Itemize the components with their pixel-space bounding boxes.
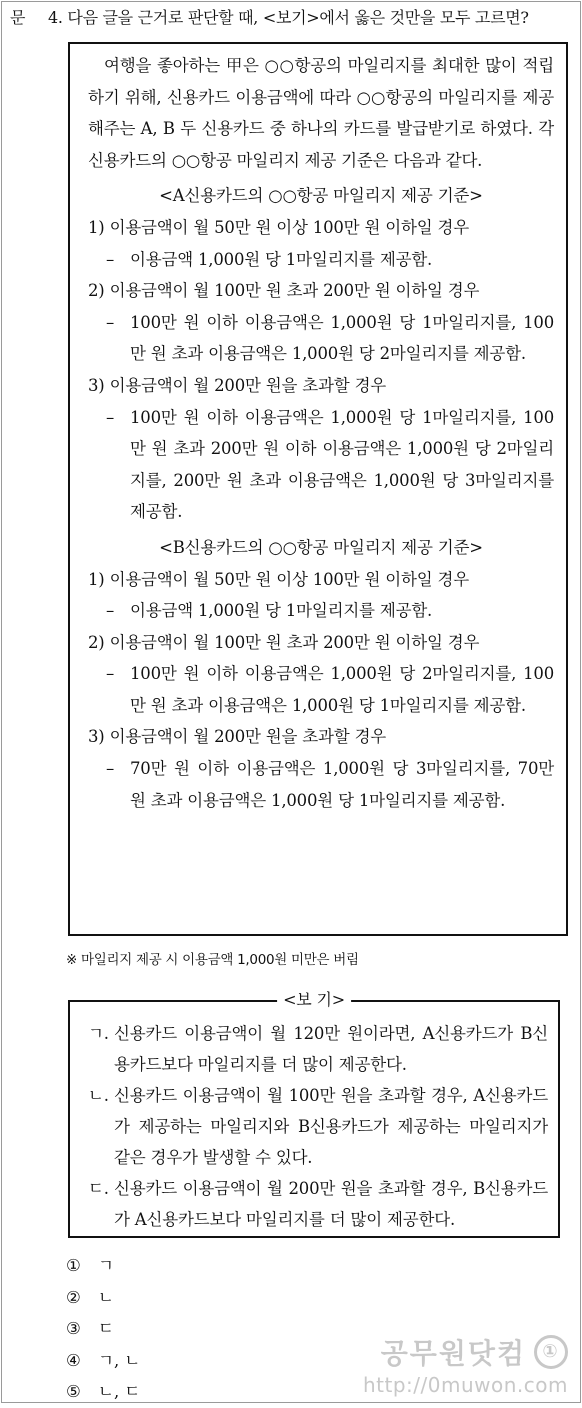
footnote: ※ 마일리지 제공 시 이용금액 1,000원 미만은 버림 bbox=[66, 952, 359, 968]
card-b-heading: <B신용카드의 ○○항공 마일리지 제공 기준> bbox=[159, 537, 483, 557]
answer-choice-1[interactable] bbox=[66, 1250, 140, 1282]
question-stem bbox=[10, 8, 578, 28]
bogi-box bbox=[68, 990, 560, 1238]
dash-mark: – bbox=[106, 249, 115, 269]
choice-text: ㄴ bbox=[98, 1287, 114, 1307]
watermark-brand: 공무원닷컴 ① bbox=[363, 1336, 568, 1372]
card-a-condition-3: 3) 이용금액이 월 200만 원을 초과할 경우 bbox=[88, 375, 387, 395]
card-a-criteria bbox=[88, 180, 554, 528]
answer-choices bbox=[66, 1250, 140, 1408]
bogi-item-nieun: ㄴ. 신용카드 이용금액이 월 100만 원을 초과할 경우, A신용카드가 제공하는 마일리지와 B신용카드가 제공하는 마일리지가 같은 경우가 발생할 수 있다. bbox=[88, 1080, 548, 1173]
answer-choice-3[interactable] bbox=[66, 1313, 140, 1345]
bogi-mark: ㄷ. bbox=[88, 1179, 109, 1198]
answer-choice-5[interactable] bbox=[66, 1376, 140, 1408]
choice-text: ㄱ, ㄴ bbox=[98, 1350, 141, 1370]
card-a-detail-1: – 이용금액 1,000원 당 1마일리지를 제공함. bbox=[88, 244, 554, 276]
answer-choice-4[interactable] bbox=[66, 1345, 140, 1377]
choice-number: ③ bbox=[66, 1319, 81, 1338]
dash-mark: – bbox=[106, 664, 115, 684]
choice-number: ① bbox=[66, 1256, 81, 1275]
choice-number: ④ bbox=[66, 1350, 81, 1370]
card-a-detail-3: – 100만 원 이하 이용금액은 1,000원 당 1마일리지를, 100만 원 초과 200만 원 이하 이용금액은 1,000원 당 2마일리지를, 200만 원 초과 이용금액은 1,000원 당 3마일리지를 제공함. bbox=[88, 402, 554, 528]
answer-choice-2[interactable] bbox=[66, 1282, 140, 1314]
bogi-mark: ㄴ. bbox=[88, 1086, 109, 1105]
question-number: 4. bbox=[47, 8, 63, 27]
bogi-title: <보 기> bbox=[277, 990, 351, 1010]
dash-mark: – bbox=[106, 312, 115, 332]
choice-text: ㄴ, ㄷ bbox=[98, 1382, 141, 1401]
watermark-url: http://0muwon.com bbox=[363, 1373, 568, 1397]
dash-mark: – bbox=[106, 407, 115, 427]
card-b-criteria bbox=[88, 532, 554, 816]
card-b-condition-3: 3) 이용금액이 월 200만 원을 초과할 경우 bbox=[88, 727, 387, 747]
question-prefix: 문 bbox=[10, 8, 26, 27]
bogi-item-giyeok: ㄱ. 신용카드 이용금액이 월 120만 원이라면, A신용카드가 B신용카드보다 마일리지를 더 많이 제공한다. bbox=[88, 1018, 548, 1080]
choice-number: ② bbox=[66, 1287, 81, 1307]
card-b-detail-3: – 70만 원 이하 이용금액은 1,000원 당 3마일리지를, 70만 원 초과 이용금액은 1,000원 당 1마일리지를 제공함. bbox=[88, 753, 554, 816]
card-a-detail-2: – 100만 원 이하 이용금액은 1,000원 당 1마일리지를, 100만 원 초과 이용금액은 1,000원 당 2마일리지를 제공함. bbox=[88, 307, 554, 370]
card-a-condition-1: 1) 이용금액이 월 50만 원 이상 100만 원 이하일 경우 bbox=[88, 217, 469, 237]
card-a-condition-2: 2) 이용금액이 월 100만 원 초과 200만 원 이하일 경우 bbox=[88, 281, 480, 301]
dash-mark: – bbox=[106, 601, 115, 621]
passage-intro: 여행을 좋아하는 甲은 ○○항공의 마일리지를 최대한 많이 적립하기 위해, 신용카드 이용금액에 따라 ○○항공의 마일리지를 제공해주는 A, B 두 신용카드 중 하나의 카드를 발급받기로 하였다. 각 신용카드의 ○○항공 마일리지 제공 기준은 다음과 같다. bbox=[88, 56, 554, 170]
dash-mark: – bbox=[106, 759, 115, 779]
choice-text: ㄷ bbox=[98, 1319, 114, 1338]
card-b-condition-1: 1) 이용금액이 월 50만 원 이상 100만 원 이하일 경우 bbox=[88, 569, 469, 589]
choice-number: ⑤ bbox=[66, 1382, 81, 1401]
choice-text: ㄱ bbox=[98, 1256, 114, 1275]
bogi-mark: ㄱ. bbox=[88, 1024, 109, 1043]
question-text: 다음 글을 근거로 판단할 때, <보기>에서 옳은 것만을 모두 고르면? bbox=[67, 8, 529, 27]
card-b-detail-1: – 이용금액 1,000원 당 1마일리지를 제공함. bbox=[88, 595, 554, 627]
passage-box bbox=[68, 42, 568, 936]
card-b-detail-2: – 100만 원 이하 이용금액은 1,000원 당 2마일리지를, 100만 원 초과 이용금액은 1,000원 당 1마일리지를 제공함. bbox=[88, 658, 554, 721]
watermark-logo-icon: ① bbox=[534, 1335, 568, 1369]
card-b-condition-2: 2) 이용금액이 월 100만 원 초과 200만 원 이하일 경우 bbox=[88, 632, 480, 652]
watermark bbox=[363, 1336, 568, 1398]
card-a-heading: <A신용카드의 ○○항공 마일리지 제공 기준> bbox=[159, 186, 483, 206]
bogi-item-digeut: ㄷ. 신용카드 이용금액이 월 200만 원을 초과할 경우, B신용카드가 A신용카드보다 마일리지를 더 많이 제공한다. bbox=[88, 1173, 548, 1235]
